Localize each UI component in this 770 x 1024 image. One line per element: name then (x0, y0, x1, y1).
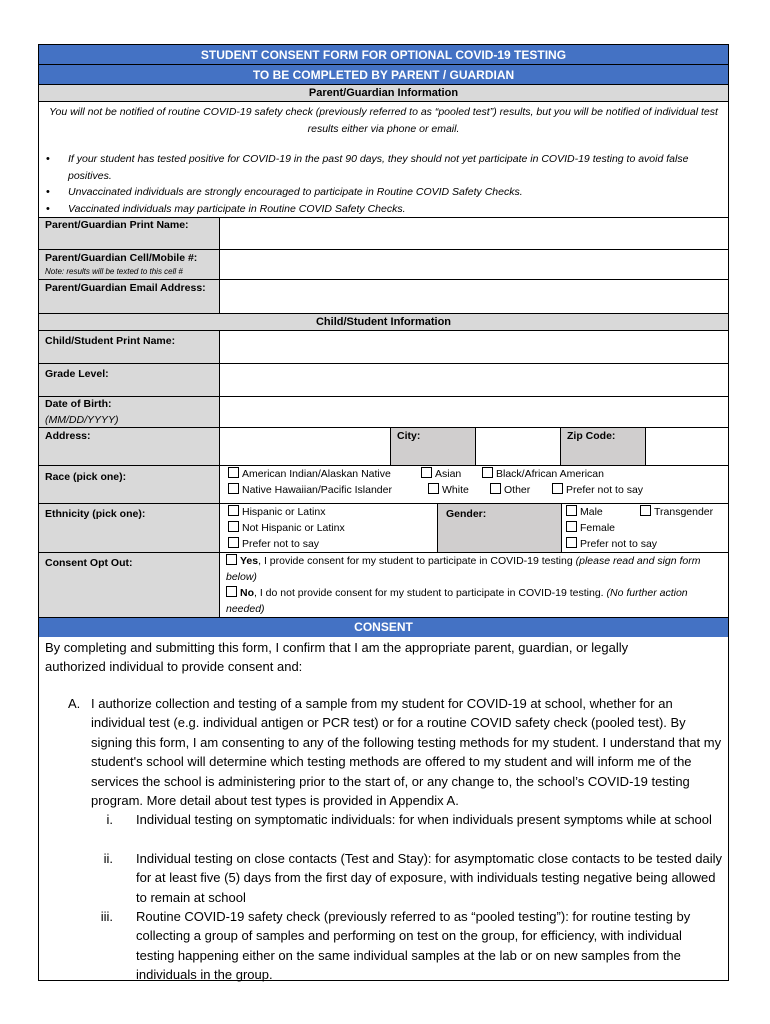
consent-opt-row (39, 553, 728, 618)
form-subtitle: TO BE COMPLETED BY PARENT / GUARDIAN (39, 65, 728, 85)
race-option[interactable]: Asian (421, 467, 461, 482)
child-name-label: Child/Student Print Name: (39, 331, 219, 363)
gender-label: Gender: (438, 504, 561, 552)
checkbox-icon (421, 467, 432, 478)
race-option[interactable]: American Indian/Alaskan Native (228, 467, 391, 482)
dob-row (39, 397, 728, 428)
consent-intro: By completing and submitting this form, I confirm that I am the appropriate parent, guardian, or legally authorized individual to provide consent and: (45, 640, 629, 675)
ethnicity-label: Ethnicity (pick one): (39, 504, 219, 552)
gender-option[interactable]: Male (566, 505, 603, 520)
zip-label: Zip Code: (561, 428, 645, 465)
race-option[interactable]: Other (490, 483, 530, 498)
city-input[interactable] (476, 428, 560, 465)
gender-option[interactable]: Female (566, 521, 615, 536)
child-section-heading: Child/Student Information (39, 314, 728, 331)
subitem-marker: i. (106, 812, 113, 827)
checkbox-icon (228, 521, 239, 532)
parent-name-label: Parent/Guardian Print Name: (39, 218, 219, 249)
race-label: Race (pick one): (39, 466, 219, 503)
subitem-marker: iii. (100, 909, 113, 924)
item-a-marker: A. (68, 696, 81, 711)
race-row (39, 466, 728, 504)
parent-cell-label-cell (39, 250, 219, 279)
city-label: City: (391, 428, 475, 465)
dob-input[interactable] (220, 397, 728, 427)
child-name-row (39, 331, 728, 364)
race-option[interactable]: Native Hawaiian/Pacific Islander (228, 483, 392, 498)
subitem-text: Individual testing on close contacts (Test and Stay): for asymptomatic close contacts to be tested daily for at least five (5) days from the first day of exposure, with individuals testing negative being allowed to remain at school (136, 851, 723, 905)
parent-cell-row (39, 250, 728, 280)
consent-body (39, 637, 728, 983)
ethnicity-option[interactable]: Not Hispanic or Latinx (228, 521, 345, 536)
notification-notice: You will not be notified of routine COVID-19 safety check (previously referred to as “pooled test”) results, but you will be notified of individual test results either via phone or email. (49, 106, 718, 135)
form-title: STUDENT CONSENT FORM FOR OPTIONAL COVID-19 TESTING (39, 45, 728, 65)
subitem-text: Routine COVID-19 safety check (previously referred to as “pooled testing”): for routine testing by collecting a group of samples and performing on test on the group, for efficiency, with individual testing happening either on the same individual samples at the lab or on new samples from the individuals in the group. (136, 909, 691, 983)
bullet-item: • Vaccinated individuals may participate in Routine COVID Safety Checks. (39, 201, 720, 218)
subitem-text: Individual testing on symptomatic individuals: for when individuals present symptoms while at school (136, 812, 712, 827)
bullet-item: • Unvaccinated individuals are strongly encouraged to participate in Routine COVID Safety Checks. (39, 184, 720, 201)
consent-no-option[interactable]: No, I do not provide consent for my student to participate in COVID-19 testing. (No further action needed) (226, 587, 688, 615)
item-a-text: I authorize collection and testing of a sample from my student for COVID-19 at school, whether for an individual test (e.g. individual antigen or PCR test) or for a routine COVID safety check (pooled test). By signing this form, I am consenting to any of the following testing methods for my student. I understand that my student's school will determine which testing methods are offered to my student and will inform me of the services the school is administering prior to the start of, or any change to, the school’s COVID-19 testing program. More detail about test types is provided in Appendix A. (91, 696, 722, 809)
parent-notice-block (39, 102, 728, 218)
parent-email-input[interactable] (220, 280, 728, 313)
subitem-marker: ii. (103, 851, 113, 866)
gender-option[interactable]: Prefer not to say (566, 537, 657, 552)
address-label: Address: (39, 428, 219, 465)
grade-input[interactable] (220, 364, 728, 396)
checkbox-icon (226, 586, 237, 597)
consent-yes-option[interactable]: Yes, I provide consent for my student to participate in COVID-19 testing (please read and sign form below) (226, 555, 701, 583)
dob-label-cell (39, 397, 219, 427)
checkbox-icon (228, 537, 239, 548)
dob-format-hint: (MM/DD/YYYY) (45, 413, 119, 426)
parent-cell-label: Parent/Guardian Cell/Mobile #: (45, 252, 198, 264)
race-option[interactable]: White (428, 483, 469, 498)
checkbox-icon (482, 467, 493, 478)
checkbox-icon (226, 554, 237, 565)
consent-heading: CONSENT (39, 618, 728, 637)
checkbox-icon (566, 537, 577, 548)
parent-cell-input[interactable] (220, 250, 728, 279)
checkbox-icon (566, 505, 577, 516)
consent-opt-label: Consent Opt Out: (39, 553, 219, 617)
consent-opt-choices (226, 553, 723, 617)
gender-option[interactable]: Transgender (640, 505, 713, 520)
checkbox-icon (566, 521, 577, 532)
parent-email-row (39, 280, 728, 314)
parent-name-input[interactable] (220, 218, 728, 249)
address-row (39, 428, 728, 466)
ethnicity-option[interactable]: Prefer not to say (228, 537, 319, 552)
zip-input[interactable] (646, 428, 728, 465)
race-option[interactable]: Black/African American (482, 467, 604, 482)
grade-label: Grade Level: (39, 364, 219, 396)
checkbox-icon (490, 483, 501, 494)
address-input[interactable] (220, 428, 390, 465)
ethnicity-option[interactable]: Hispanic or Latinx (228, 505, 325, 520)
parent-cell-note: Note: results will be texted to this cell # (45, 267, 183, 276)
consent-form (38, 44, 729, 981)
checkbox-icon (428, 483, 439, 494)
checkbox-icon (228, 505, 239, 516)
checkbox-icon (228, 467, 239, 478)
checkbox-icon (552, 483, 563, 494)
checkbox-icon (640, 505, 651, 516)
child-name-input[interactable] (220, 331, 728, 363)
parent-name-row (39, 218, 728, 250)
guidance-bullets (39, 151, 720, 217)
bullet-item: • If your student has tested positive for COVID-19 in the past 90 days, they should not yet participate in COVID-19 testing to avoid false positives. (39, 151, 720, 184)
parent-email-label: Parent/Guardian Email Address: (39, 280, 219, 313)
parent-section-heading: Parent/Guardian Information (39, 85, 728, 102)
grade-row (39, 364, 728, 397)
ethnicity-row (39, 504, 728, 553)
race-option[interactable]: Prefer not to say (552, 483, 643, 498)
dob-label: Date of Birth: (45, 398, 112, 410)
checkbox-icon (228, 483, 239, 494)
